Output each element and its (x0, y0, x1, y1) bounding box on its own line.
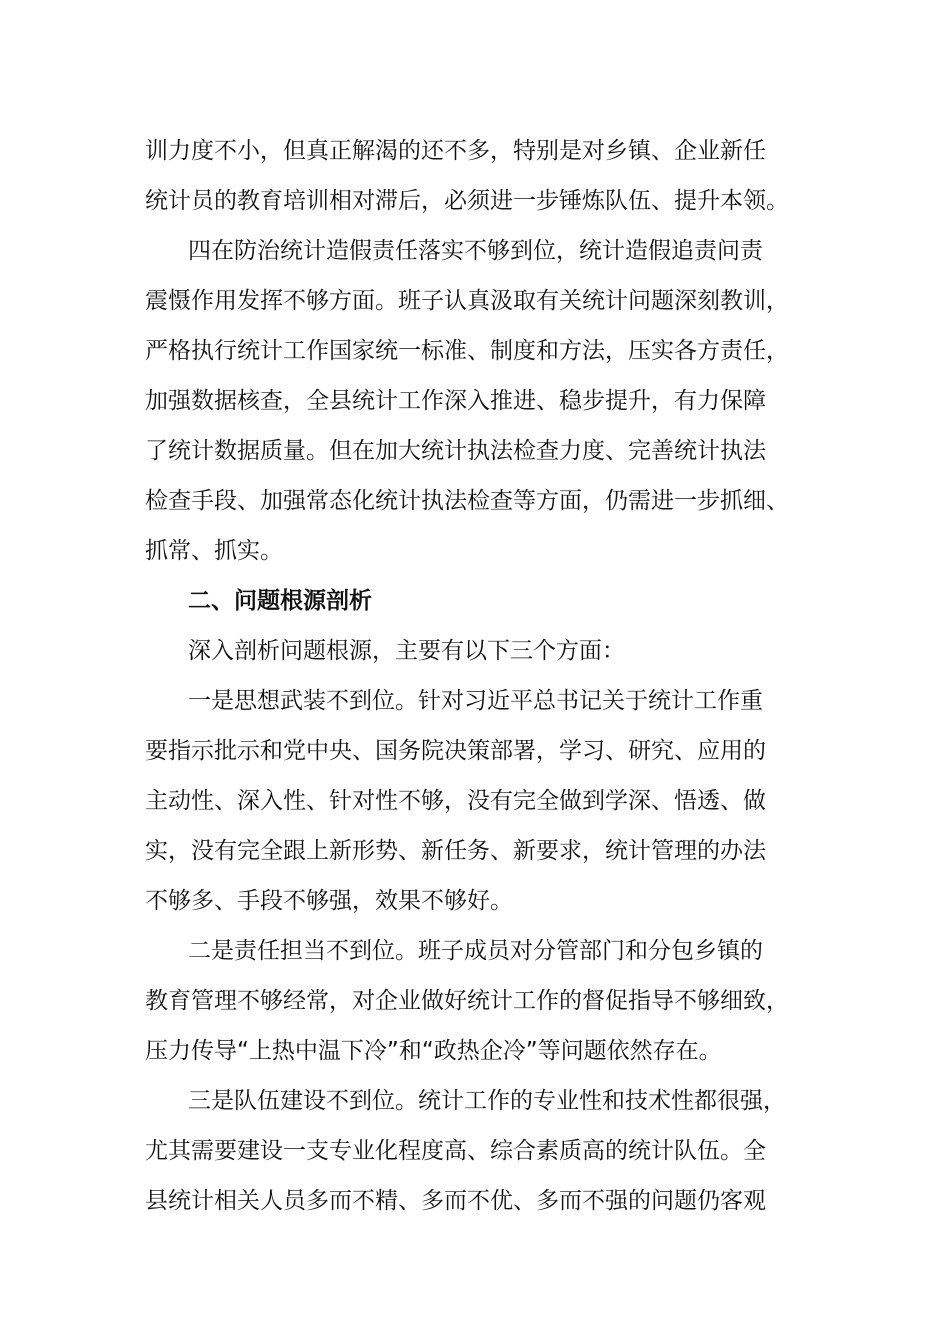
text-line: 严格执行统计工作国家统一标准、制度和方法，压实各方责任， (145, 338, 789, 364)
text-line: 二是责任担当不到位。班子成员对分管部门和分包乡镇的 (188, 938, 763, 964)
document-body (145, 126, 810, 1226)
text-line: 主动性、深入性、针对性不够，没有完全做到学深、悟透、做 (145, 788, 766, 814)
text-line: 实，没有完全跟上新形势、新任务、新要求，统计管理的办法 (145, 838, 766, 864)
text-line: 震慑作用发挥不够方面。班子认真汲取有关统计问题深刻教训， (145, 288, 789, 314)
text-line: 三是队伍建设不到位。统计工作的专业性和技术性都很强， (188, 1088, 786, 1114)
text-line: 检查手段、加强常态化统计执法检查等方面，仍需进一步抓细、 (145, 488, 789, 514)
text-line: 要指示批示和党中央、国务院决策部署，学习、研究、应用的 (145, 738, 766, 764)
text-line: 四在防治统计造假责任落实不够到位，统计造假追责问责 (188, 238, 763, 264)
text-line: 县统计相关人员多而不精、多而不优、多而不强的问题仍客观 (145, 1188, 766, 1214)
text-line: 训力度不小，但真正解渴的还不多，特别是对乡镇、企业新任 (145, 138, 766, 164)
text-line: 尤其需要建设一支专业化程度高、综合素质高的统计队伍。全 (145, 1138, 766, 1164)
text-line: 不够多、手段不够强，效果不够好。 (145, 888, 513, 914)
text-line: 深入剖析问题根源，主要有以下三个方面： (188, 638, 625, 664)
text-line: 抓常、抓实。 (145, 538, 283, 564)
text-line: 一是思想武装不到位。针对习近平总书记关于统计工作重 (188, 688, 763, 714)
text-line: 压力传导“上热中温下冷”和“政热企冷”等问题依然存在。 (145, 1038, 722, 1064)
section-heading: 二、问题根源剖析 (188, 588, 372, 614)
text-line: 了统计数据质量。但在加大统计执法检查力度、完善统计执法 (145, 438, 766, 464)
text-line: 教育管理不够经常，对企业做好统计工作的督促指导不够细致， (145, 988, 789, 1014)
text-line: 统计员的教育培训相对滞后，必须进一步锤炼队伍、提升本领。 (145, 188, 789, 214)
text-line: 加强数据核查，全县统计工作深入推进、稳步提升，有力保障 (145, 388, 766, 414)
